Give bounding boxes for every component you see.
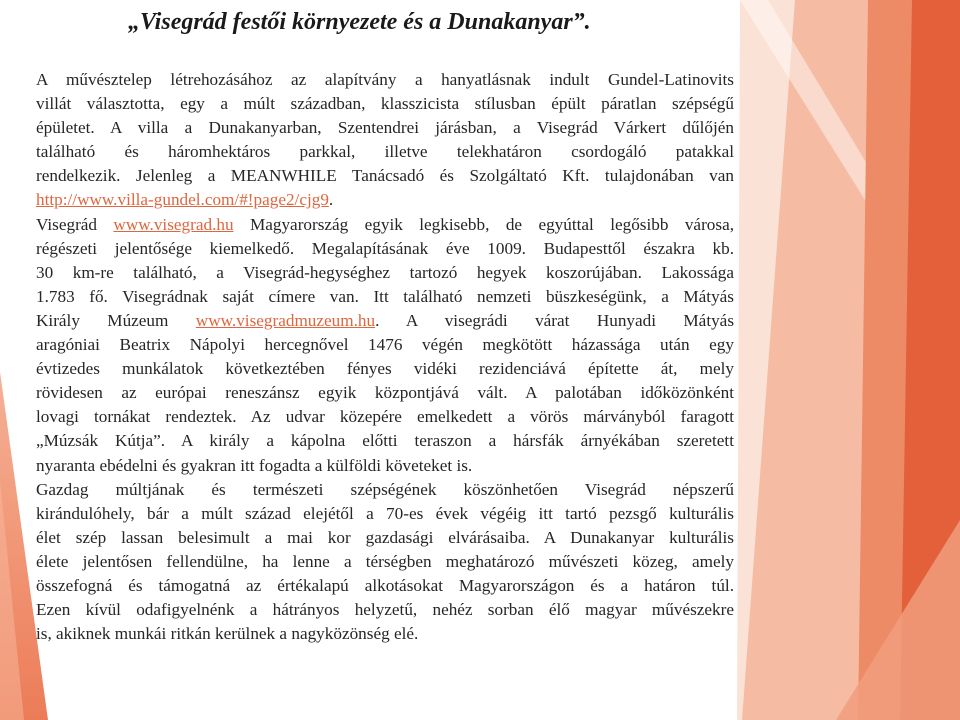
text-run: található és háromhektáros parkkal, illetve telekhatáron csordogáló patakkal: [36, 142, 734, 162]
text-line: [36, 357, 734, 381]
text-line: [36, 261, 734, 285]
text-run: élete jelentősen fellendülne, ha lenne a térségben meghatározó művészeti közeg, amely: [36, 551, 734, 571]
text-line: [36, 140, 734, 164]
text-line: [36, 526, 734, 550]
text-run: évtizedes munkálatok következtében fényes vidéki rezidenciává építette át, mely: [36, 359, 734, 379]
text-run: Visegrád: [36, 214, 114, 234]
text-run: is, akiknek munkái ritkán kerülnek a nagyközönség elé.: [36, 624, 419, 644]
text-line: [36, 478, 734, 502]
text-line: [36, 285, 734, 309]
text-run: épületet. A villa a Dunakanyarban, Szentendrei járásban, a Visegrád Várkert dűlőjén: [36, 118, 734, 138]
text-line: [36, 116, 734, 140]
text-run: rendelkezik. Jelenleg a MEANWHILE Tanácsadó és Szolgáltató Kft. tulajdonában van: [36, 166, 734, 186]
text-run: Gazdag múltjának és természeti szépségének köszönhetően Visegrád népszerű: [36, 479, 734, 499]
text-run: lovagi tornákat rendeztek. Az udvar közepére emelkedett a vörös márványból faragott: [36, 407, 734, 427]
text-run: nyaranta ebédelni és gyakran itt fogadta a külföldi követeket is.: [36, 455, 473, 475]
text-run: élet szép lassan belesimult a mai kor gazdasági elvárásaiba. A Dunakanyar kulturális: [36, 527, 734, 547]
text-run: Magyarország egyik legkisebb, de egyúttal legősibb városa,: [233, 214, 734, 234]
text-line: [36, 550, 734, 574]
text-line: [36, 213, 734, 237]
text-line: [36, 454, 734, 478]
hyperlink[interactable]: www.visegradmuzeum.hu: [195, 310, 376, 330]
text-line: [36, 381, 734, 405]
text-run: .: [328, 190, 334, 210]
text-line: [36, 502, 734, 526]
text-run: . A visegrádi várat Hunyadi Mátyás: [375, 310, 735, 330]
text-run: A művésztelep létrehozásához az alapítvány a hanyatlásnak indult Gundel-Latinovits: [36, 70, 734, 89]
paragraph: [36, 213, 734, 478]
text-line: [36, 333, 734, 357]
text-run: 1.783 fő. Visegrádnak saját címere van. Itt található nemzeti büszkeségünk, a Mátyás: [36, 286, 734, 306]
text-line: [36, 68, 734, 92]
text-run: 30 km-re található, a Visegrád-hegységhez tartozó hegyek koszorújában. Lakossága: [36, 262, 734, 282]
hyperlink[interactable]: http://www.villa-gundel.com/#!page2/cjg9: [36, 190, 329, 210]
text-line: [36, 164, 734, 188]
text-run: villát választotta, egy a múlt században, klasszicista stílusban épült páratlan szépségű: [36, 94, 734, 114]
text-line: [36, 405, 734, 429]
text-line: [36, 429, 734, 453]
slide-body: [36, 68, 734, 646]
paragraph: [36, 478, 734, 647]
text-run: régészeti jelentősége kiemelkedő. Megalapításának éve 1009. Budapesttől északra kb.: [36, 238, 734, 258]
slide-title: „Visegrád festői környezete és a Dunakanyar”.: [128, 9, 591, 35]
text-line: [36, 598, 734, 622]
paragraph: [36, 68, 734, 213]
text-run: Király Múzeum: [36, 310, 196, 330]
text-run: kirándulóhely, bár a múlt század elejétől a 70-es évek végéig itt tartó pezsgő kulturális: [36, 503, 734, 523]
text-run: aragóniai Beatrix Nápolyi hercegnővel 1476 végén megkötött házassága után egy: [36, 335, 734, 355]
text-line: [36, 309, 734, 333]
text-line: [36, 574, 734, 598]
text-line: [36, 92, 734, 116]
text-line: [36, 237, 734, 261]
text-run: rövidesen az európai reneszánsz egyik központjává vált. A palotában időközönként: [36, 383, 734, 403]
text-run: „Múzsák Kútja”. A király a kápolna előtti teraszon a hársfák árnyékában szeretett: [36, 431, 734, 451]
text-line: [36, 188, 734, 212]
text-line: [36, 622, 734, 646]
text-run: Ezen kívül odafigyelnénk a hátrányos helyzetű, nehéz sorban élő magyar művészekre: [36, 600, 734, 620]
text-run: összefogná és támogatná az értékalapú alkotásokat Magyarországon és a határon túl.: [36, 575, 734, 595]
hyperlink[interactable]: www.visegrad.hu: [113, 214, 234, 234]
